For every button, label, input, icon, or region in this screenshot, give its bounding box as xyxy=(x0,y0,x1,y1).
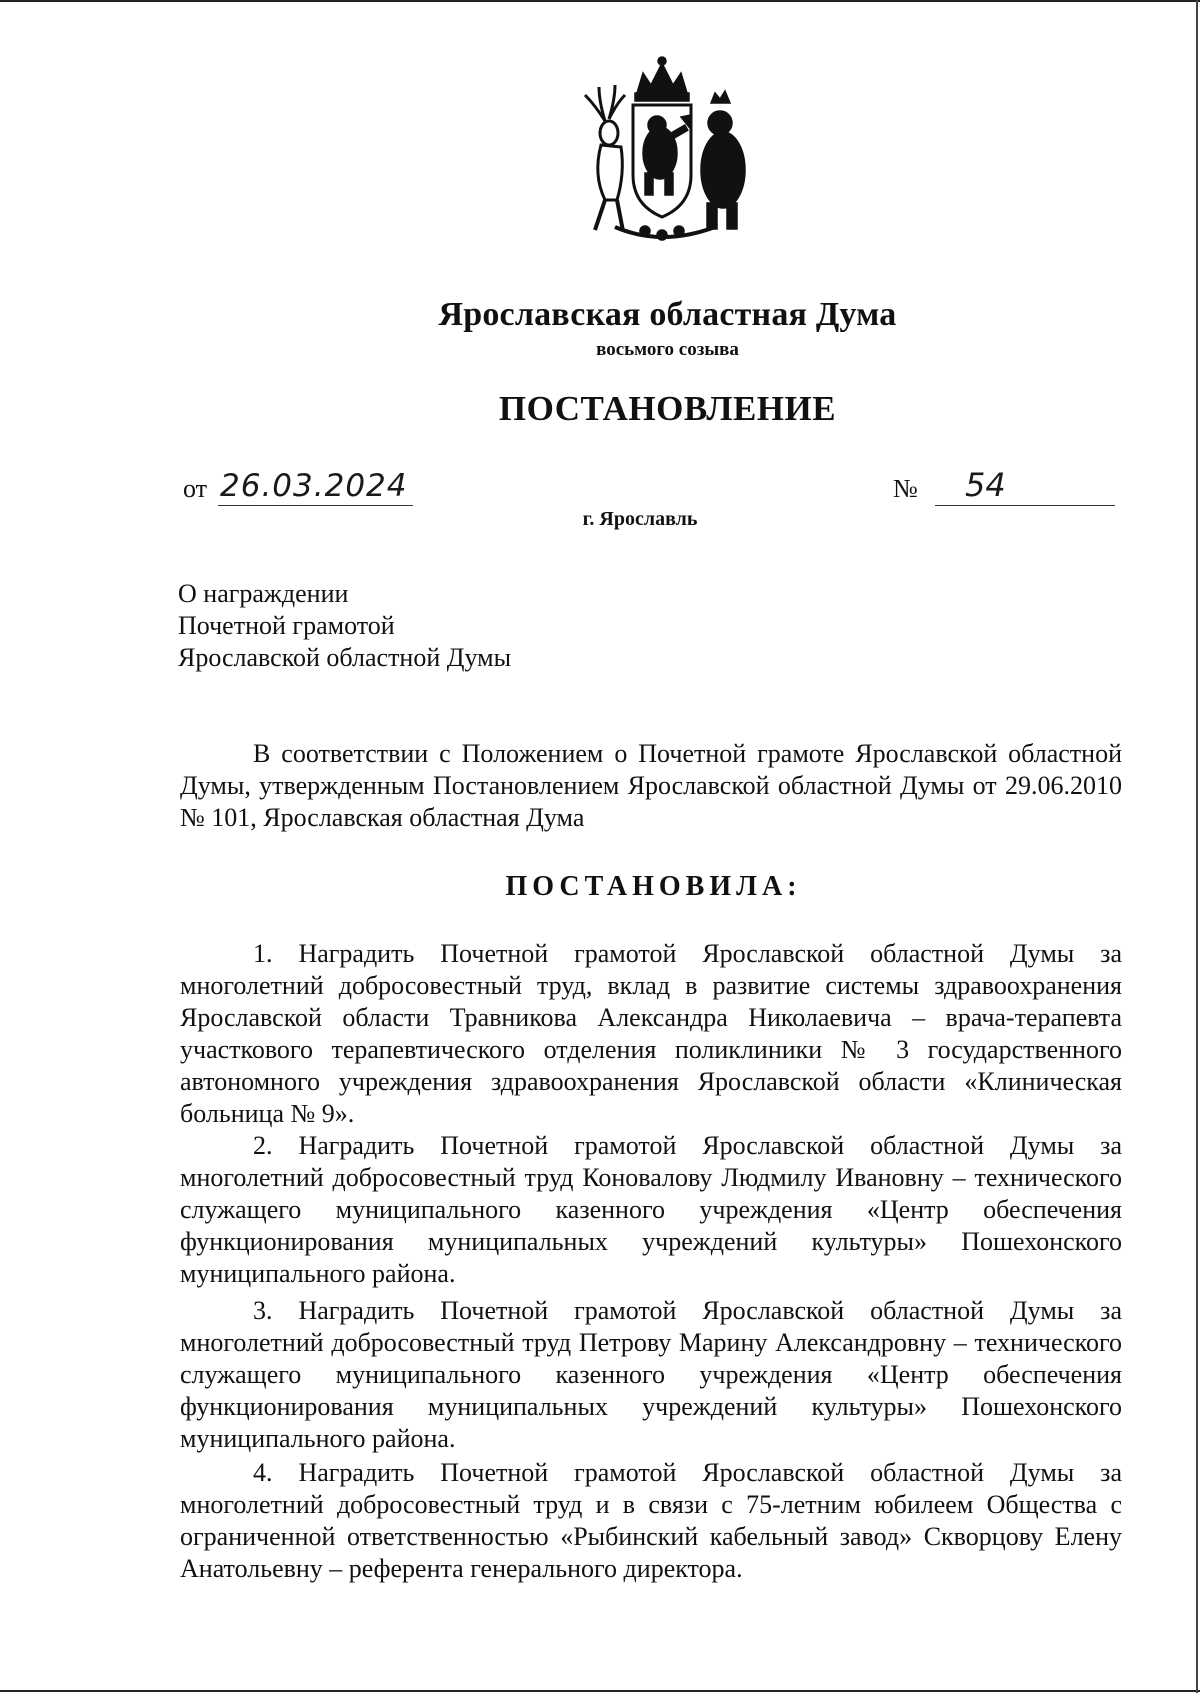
resolution-item-2: 2. Наградить Почетной грамотой Ярославской областной Думы за многолетний добросовестный труд Коновалову Людмилу Ивановну – технического служащего муниципального казенного учреждения «Центр обеспечения функционирования муниципальных учреждений культуры» Пошехонского муниципального района. xyxy=(180,1131,1122,1288)
scan-edge-bottom xyxy=(0,1690,1200,1692)
organization-subtitle: восьмого созыва xyxy=(596,339,739,360)
city-name: г. Ярославль xyxy=(582,508,698,530)
coat-of-arms-emblem xyxy=(565,55,760,245)
subject-line: О награждении xyxy=(178,579,349,608)
resolution-item-4: 4. Наградить Почетной грамотой Ярославской областной Думы за многолетний добросовестный труд и в связи с 75-летним юбилеем Общества с ограниченной ответственностью «Рыбинский кабельный завод» Скворцову Елену Анатольевну – референта генерального директора. xyxy=(180,1458,1122,1583)
resolve-heading: ПОСТАНОВИЛА: xyxy=(505,871,802,902)
number-prefix: № xyxy=(893,474,918,503)
number-underline xyxy=(935,505,1115,506)
scan-edge-right xyxy=(1196,0,1198,1693)
date-prefix: от xyxy=(183,474,208,503)
subject-line: Ярославской областной Думы xyxy=(178,643,512,672)
handwritten-number: 54 xyxy=(965,466,1006,504)
resolution-item-3: 3. Наградить Почетной грамотой Ярославской областной Думы за многолетний добросовестный труд Петрову Марину Александровну – технического служащего муниципального казенного учреждения «Центр обеспечения функционирования муниципальных учреждений культуры» Пошехонского муниципального района. xyxy=(180,1296,1122,1453)
document-type-heading: ПОСТАНОВЛЕНИЕ xyxy=(498,389,837,428)
handwritten-date: 26.03.2024 xyxy=(220,468,408,504)
intro-paragraph: В соответствии с Положением о Почетной грамоте Ярославской областной Думы, утвержденным Постановлением Ярославской областной Думы от 29.06.2010 № 101, Ярославская областная Дума xyxy=(180,739,1122,832)
scan-edge-top xyxy=(0,0,1200,2)
subject-line: Почетной грамотой xyxy=(178,611,395,640)
organization-title: Ярославская областная Дума xyxy=(438,296,897,333)
resolution-item-1: 1. Наградить Почетной грамотой Ярославской областной Думы за многолетний добросовестный труд, вклад в развитие системы здравоохранения Ярославской области Травникова Александра Николаевича – врача-терапевта участкового терапевтического отделения поликлиники № 3 государственного автономного учреждения здравоохранения Ярославской области «Клиническая больница № 9». xyxy=(180,939,1122,1128)
date-underline xyxy=(218,505,413,506)
subject-block xyxy=(178,578,511,674)
